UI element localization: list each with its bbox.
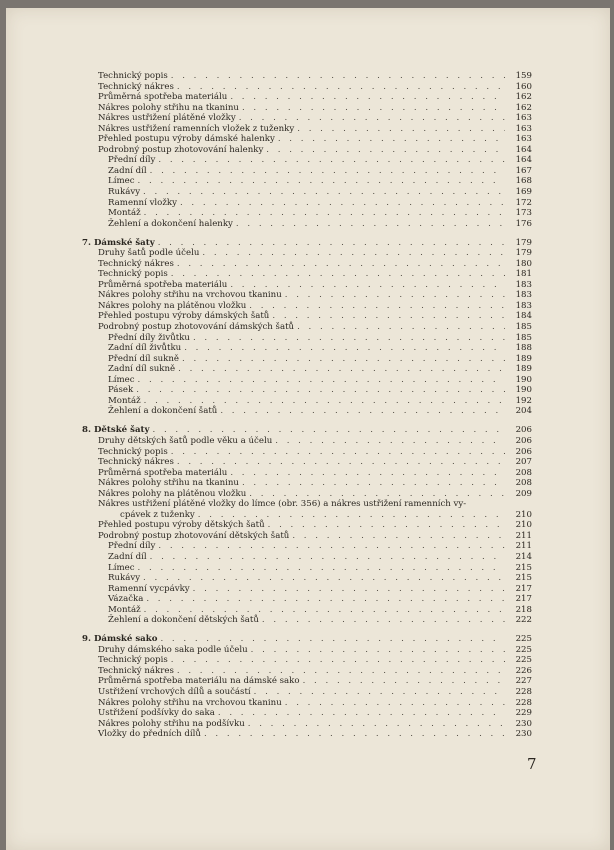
- entry-title: 8. Dětské šaty: [82, 425, 150, 436]
- entry-title: Přední díly živůtku: [108, 332, 190, 343]
- entry-page-number: 188: [515, 343, 532, 354]
- entry-title: Podrobný postup zhotovování halenky: [98, 144, 264, 155]
- entry-title: Nákres ustřižení plátěné vložky: [98, 113, 236, 124]
- entry-page-number: 164: [515, 144, 532, 155]
- dot-leader: [249, 489, 505, 500]
- entry-page-number: 211: [515, 541, 532, 552]
- toc-entry: [82, 134, 532, 145]
- dot-leader: [138, 375, 505, 386]
- entry-page-number: 215: [515, 573, 532, 584]
- entry-title: Přední díl sukně: [108, 353, 179, 364]
- entry-page-number: 181: [515, 269, 532, 280]
- toc-section: [82, 233, 532, 248]
- entry-page-number: 225: [515, 655, 532, 666]
- dot-leader: [204, 729, 505, 740]
- entry-page-number: 208: [515, 467, 532, 478]
- entry-page-number: 218: [515, 604, 532, 615]
- entry-title: Technický nákres: [98, 665, 174, 676]
- entry-page-number: 189: [515, 353, 532, 364]
- entry-page-number: 183: [515, 300, 532, 311]
- toc-entry: [82, 447, 532, 458]
- entry-title: Přehled postupu výroby dámské halenky: [98, 134, 275, 145]
- toc-entry: [82, 563, 532, 574]
- entry-title: Technický nákres: [98, 457, 174, 468]
- toc-entry: [82, 155, 532, 166]
- toc-entry: [82, 531, 532, 542]
- dot-leader: [144, 605, 505, 616]
- toc-entry: [82, 708, 532, 719]
- entry-title: Technický nákres: [98, 258, 174, 269]
- entry-page-number: 230: [515, 729, 532, 740]
- entry-page-number: 172: [515, 197, 532, 208]
- entry-page-number: 169: [515, 187, 532, 198]
- entry-title: Zadní díl sukně: [108, 364, 176, 375]
- toc-entry: [82, 311, 532, 322]
- entry-page-number: 167: [515, 165, 532, 176]
- dot-leader: [143, 187, 505, 198]
- toc-entry: [82, 615, 532, 626]
- entry-page-number: 206: [515, 435, 532, 446]
- dot-leader: [138, 563, 505, 574]
- entry-title: Nákres ustřižení ramenních vložek z tuženky: [98, 123, 295, 134]
- entry-title: Zadní díl živůtku: [108, 343, 182, 354]
- dot-leader: [177, 666, 505, 677]
- entry-page-number: 230: [515, 718, 532, 729]
- dot-leader: [171, 269, 505, 280]
- entry-title: Přední díly: [108, 541, 156, 552]
- dot-leader: [177, 259, 505, 270]
- dot-leader: [171, 447, 505, 458]
- entry-page-number: 183: [515, 279, 532, 290]
- dot-leader: [182, 354, 505, 365]
- entry-page-number: 208: [515, 478, 532, 489]
- toc-entry: [82, 92, 532, 103]
- dot-leader: [275, 436, 505, 447]
- toc-entry: [82, 113, 532, 124]
- toc-entry: [82, 489, 532, 500]
- dot-leader: [198, 510, 505, 521]
- toc-entry: [82, 385, 532, 396]
- dot-leader: [171, 71, 505, 82]
- toc-entry: [82, 457, 532, 468]
- entry-page-number: 162: [515, 92, 532, 103]
- entry-page-number: 163: [515, 134, 532, 145]
- entry-title: Nákres polohy střihu na vrchovou tkaninu: [98, 290, 282, 301]
- toc-entry: [82, 541, 532, 552]
- toc-entry: [82, 655, 532, 666]
- entry-page-number: 184: [515, 311, 532, 322]
- toc-entry: [82, 219, 532, 230]
- entry-title: Technický popis: [98, 71, 168, 81]
- entry-page-number: 225: [515, 634, 532, 645]
- entry-title: Nákres polohy střihu na tkaninu: [98, 102, 239, 113]
- dot-leader: [266, 145, 505, 156]
- toc-entry: [82, 280, 532, 291]
- entry-title: Podrobný postup zhotovování dámských šatů: [98, 322, 295, 333]
- dot-leader: [158, 541, 505, 552]
- entry-page-number: 160: [515, 81, 532, 92]
- entry-title: Vložky do předních dílů: [98, 729, 201, 740]
- entry-page-number: 225: [515, 644, 532, 655]
- entry-title: Podrobný postup zhotovování dětských šatů: [98, 530, 290, 541]
- dot-leader: [136, 385, 505, 396]
- toc-entry: [82, 82, 532, 93]
- dot-leader: [178, 364, 505, 375]
- entry-title: Druhy dámského saka podle účelu: [98, 644, 248, 655]
- entry-page-number: 162: [515, 102, 532, 113]
- entry-page-number: 163: [515, 113, 532, 124]
- toc-entry: [82, 436, 532, 447]
- dot-leader: [202, 248, 505, 259]
- entry-title: Nákres polohy na plátěnou vložku: [98, 488, 247, 499]
- entry-title: Ramenní vycpávky: [108, 583, 190, 594]
- entry-title: Druhy dětských šatů podle věku a účelu: [98, 435, 273, 446]
- entry-page-number: 222: [515, 615, 532, 626]
- dot-leader: [297, 322, 505, 333]
- entry-page-number: 204: [515, 406, 532, 417]
- entry-page-number: 206: [515, 446, 532, 457]
- toc-entry: [82, 605, 532, 616]
- entry-title: Límec: [108, 176, 135, 187]
- toc-section: [82, 421, 532, 436]
- entry-page-number: 211: [515, 530, 532, 541]
- entry-page-number: 168: [515, 176, 532, 187]
- entry-title: Žehlení a dokončení šatů: [108, 406, 218, 417]
- entry-title: Průměrná spotřeba materiálu na dámské sako: [98, 676, 300, 687]
- entry-page-number: 210: [515, 520, 532, 531]
- dot-leader: [193, 333, 505, 344]
- entry-title: Nákres polohy na plátěnou vložku: [98, 300, 247, 311]
- entry-title: Ramenní vložky: [108, 197, 177, 208]
- dot-leader: [218, 708, 505, 719]
- toc-entry: [82, 333, 532, 344]
- entry-title: Žehlení a dokončení dětských šatů: [108, 615, 259, 626]
- toc-entry: [82, 187, 532, 198]
- toc-entry: [82, 198, 532, 209]
- dot-leader: [146, 594, 505, 605]
- entry-title: Vázačka: [108, 594, 144, 605]
- toc-entry: [82, 176, 532, 187]
- entry-page-number: 179: [515, 248, 532, 259]
- entry-title: Technický popis: [98, 655, 168, 666]
- entry-title: cpávek z tuženky: [120, 509, 195, 520]
- entry-title: Nákres polohy střihu na tkaninu: [98, 478, 239, 489]
- toc-entry: [82, 396, 532, 407]
- toc-entry: [82, 478, 532, 489]
- toc-entry: [82, 166, 532, 177]
- dot-leader: [230, 468, 505, 479]
- entry-title: Technický popis: [98, 446, 168, 457]
- dot-leader: [268, 520, 505, 531]
- toc-entry: [82, 468, 532, 479]
- toc-entry: [82, 729, 532, 740]
- book-page: [6, 8, 610, 850]
- toc-entry: [82, 103, 532, 114]
- table-of-contents: [82, 71, 532, 740]
- entry-title: Ustřižení podšívky do saka: [98, 708, 215, 719]
- entry-title: 9. Dámské sako: [82, 634, 158, 645]
- toc-entry: [82, 259, 532, 270]
- entry-title: 7. Dámské šaty: [82, 237, 155, 248]
- toc-entry: [82, 71, 532, 82]
- toc-entry: [82, 676, 532, 687]
- entry-title: Nákres polohy střihu na podšívku: [98, 718, 245, 729]
- entry-page-number: 159: [515, 71, 532, 81]
- dot-leader: [184, 343, 505, 354]
- dot-leader: [254, 687, 505, 698]
- toc-entry: [82, 584, 532, 595]
- entry-page-number: 209: [515, 488, 532, 499]
- entry-title: Rukávy: [108, 187, 141, 198]
- toc-entry: [82, 301, 532, 312]
- dot-leader: [239, 113, 505, 124]
- dot-leader: [171, 655, 505, 666]
- dot-leader: [242, 103, 505, 114]
- dot-leader: [285, 698, 505, 709]
- entry-title: Technický popis: [98, 269, 168, 280]
- entry-page-number: 173: [515, 208, 532, 219]
- dot-leader: [177, 82, 505, 93]
- toc-entry: [82, 520, 532, 531]
- toc-entry: [82, 208, 532, 219]
- toc-entry: [82, 124, 532, 135]
- entry-page-number: 229: [515, 708, 532, 719]
- entry-page-number: 176: [515, 218, 532, 229]
- entry-title: Zadní díl: [108, 551, 147, 562]
- dot-leader: [230, 92, 505, 103]
- page-number: 7: [527, 755, 537, 773]
- dot-leader: [160, 634, 505, 645]
- dot-leader: [297, 124, 505, 135]
- dot-leader: [242, 478, 505, 489]
- entry-page-number: 228: [515, 686, 532, 697]
- dot-leader: [138, 176, 505, 187]
- entry-title: Montáž: [108, 208, 141, 219]
- entry-title: Zadní díl: [108, 165, 147, 176]
- entry-title: Nákres polohy střihu na vrchovou tkaninu: [98, 697, 282, 708]
- entry-page-number: 179: [515, 237, 532, 248]
- toc-entry: [82, 290, 532, 301]
- entry-page-number: 228: [515, 697, 532, 708]
- toc-entry: [82, 269, 532, 280]
- toc-entry: [82, 499, 532, 510]
- toc-entry: [82, 594, 532, 605]
- entry-page-number: 207: [515, 457, 532, 468]
- entry-page-number: 217: [515, 594, 532, 605]
- entry-page-number: 210: [515, 509, 532, 520]
- dot-leader: [272, 311, 505, 322]
- toc-entry: [82, 354, 532, 365]
- dot-leader: [143, 573, 505, 584]
- entry-title: Ustřižení vrchových dílů a součástí: [98, 686, 251, 697]
- entry-title: Pásek: [108, 385, 134, 396]
- dot-leader: [193, 584, 505, 595]
- entry-page-number: 190: [515, 374, 532, 385]
- entry-page-number: 189: [515, 364, 532, 375]
- toc-entry: [82, 375, 532, 386]
- toc-entry: [82, 719, 532, 730]
- dot-leader: [220, 406, 505, 417]
- entry-title: Přehled postupu výroby dámských šatů: [98, 311, 270, 322]
- dot-leader: [303, 676, 505, 687]
- dot-leader: [150, 166, 505, 177]
- entry-page-number: 183: [515, 290, 532, 301]
- toc-entry: [82, 573, 532, 584]
- dot-leader: [158, 155, 505, 166]
- entry-title: Průměrná spotřeba materiálu: [98, 92, 228, 103]
- entry-title: Průměrná spotřeba materiálu: [98, 279, 228, 290]
- entry-page-number: 214: [515, 551, 532, 562]
- entry-title: Průměrná spotřeba materiálu: [98, 467, 228, 478]
- toc-entry: [82, 698, 532, 709]
- entry-page-number: 192: [515, 395, 532, 406]
- dot-leader: [180, 198, 505, 209]
- entry-title: Límec: [108, 562, 135, 573]
- entry-title: Technický nákres: [98, 81, 174, 92]
- toc-entry: [82, 322, 532, 333]
- dot-leader: [177, 457, 505, 468]
- toc-entry: [82, 552, 532, 563]
- dot-leader: [144, 208, 505, 219]
- dot-leader: [251, 645, 505, 656]
- entry-page-number: 180: [515, 258, 532, 269]
- toc-entry: [82, 145, 532, 156]
- entry-title: Montáž: [108, 395, 141, 406]
- dot-leader: [248, 719, 505, 730]
- entry-page-number: 226: [515, 665, 532, 676]
- entry-page-number: 164: [515, 155, 532, 166]
- entry-title: Rukávy: [108, 573, 141, 584]
- entry-title: Přehled postupu výroby dětských šatů: [98, 520, 265, 531]
- entry-title: Nákres ustřižení plátěné vložky do límce (obr. 356) a nákres ustřižení ramenních vy-: [98, 499, 467, 510]
- entry-title: Přední díly: [108, 155, 156, 166]
- dot-leader: [152, 425, 505, 436]
- dot-leader: [249, 301, 505, 312]
- entry-page-number: 206: [515, 425, 532, 436]
- entry-page-number: 227: [515, 676, 532, 687]
- toc-entry: [82, 343, 532, 354]
- toc-section: [82, 630, 532, 645]
- entry-title: Montáž: [108, 604, 141, 615]
- dot-leader: [278, 134, 505, 145]
- toc-entry: [82, 248, 532, 259]
- dot-leader: [144, 396, 505, 407]
- entry-page-number: 190: [515, 385, 532, 396]
- dot-leader: [292, 531, 505, 542]
- dot-leader: [230, 280, 505, 291]
- entry-title: Druhy šatů podle účelu: [98, 248, 200, 259]
- entry-page-number: 185: [515, 332, 532, 343]
- dot-leader: [285, 290, 505, 301]
- entry-page-number: 217: [515, 583, 532, 594]
- dot-leader: [150, 552, 505, 563]
- entry-title: Límec: [108, 374, 135, 385]
- entry-page-number: 185: [515, 322, 532, 333]
- toc-entry: [82, 666, 532, 677]
- entry-page-number: 215: [515, 562, 532, 573]
- dot-leader: [262, 615, 505, 626]
- toc-entry: [82, 510, 532, 521]
- toc-entry: [82, 645, 532, 656]
- toc-entry: [82, 364, 532, 375]
- entry-page-number: 163: [515, 123, 532, 134]
- toc-entry: [82, 406, 532, 417]
- dot-leader: [236, 219, 505, 230]
- dot-leader: [158, 238, 505, 249]
- toc-entry: [82, 687, 532, 698]
- entry-title: Žehlení a dokončení halenky: [108, 218, 233, 229]
